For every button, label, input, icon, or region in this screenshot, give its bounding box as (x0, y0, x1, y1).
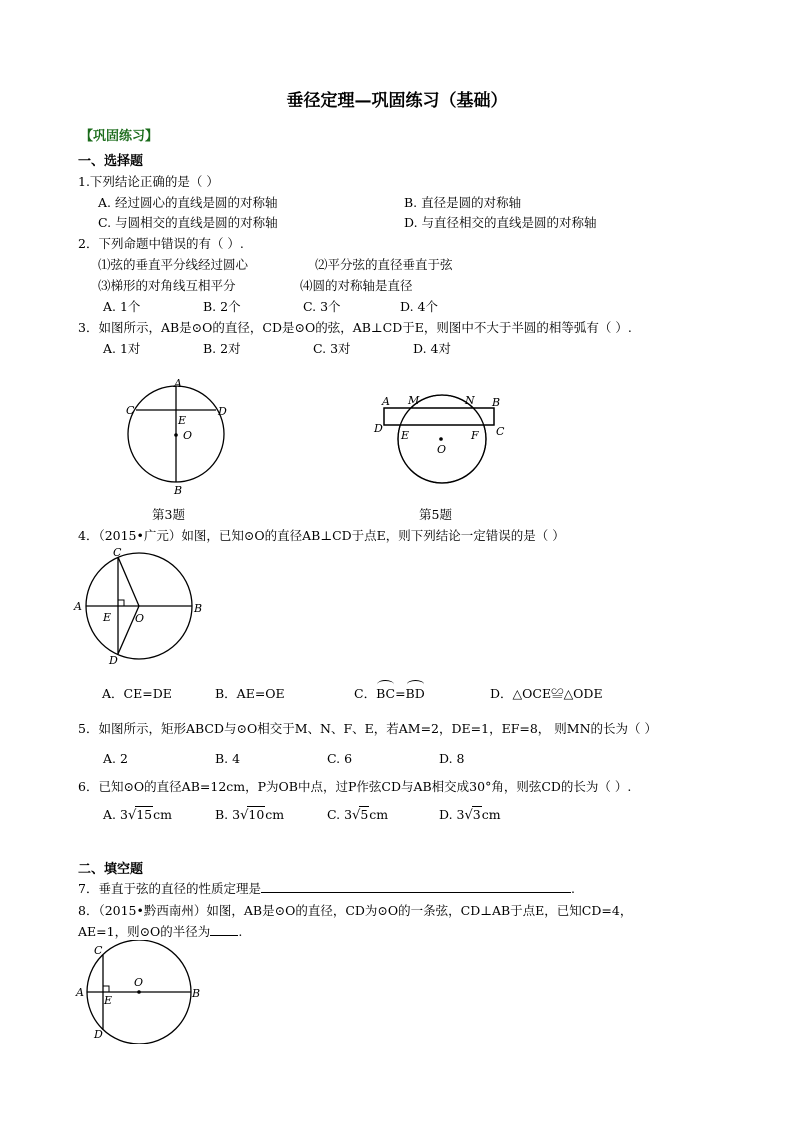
q5-option-b: B. 4 (215, 751, 241, 766)
q2-statement-2: ⑵平分弦的直径垂直于弦 (315, 257, 453, 272)
question-6-stem: 6．已知⊙O的直径AB=12cm，P为OB中点，过P作弦CD与AB相交成30°角，则弦CD的长为（ ）. (78, 779, 632, 794)
q6-option-a: A. 3√15cm (103, 807, 172, 823)
question-2-stem: 2．下列命题中错误的有（ ）. (78, 236, 244, 251)
fig5-label-b: B (492, 396, 501, 409)
fig4-label-e: E (103, 611, 112, 624)
fig8-right-angle-mark (103, 986, 109, 992)
fig4-right-angle-mark (118, 600, 124, 606)
q5-option-c: C. 6 (327, 751, 353, 766)
fig4-label-a: A (74, 600, 82, 613)
question-3-stem: 3．如图所示，AB是⊙O的直径，CD是⊙O的弦，AB⊥CD于E，则图中不大于半圆的相等弧有（ ）. (78, 320, 632, 335)
q2-option-d: D. 4个 (400, 299, 438, 314)
q2-option-c: C. 3个 (303, 299, 341, 314)
fig8-center-dot (137, 990, 141, 994)
fig5-label-f: F (471, 429, 479, 442)
fig3-label-e: E (178, 414, 187, 427)
fig5-label-c: C (496, 425, 505, 438)
q6-option-d: D. 3√3cm (439, 807, 501, 823)
fig3-label-b: B (174, 484, 183, 497)
fig8-label-e: E (104, 994, 113, 1007)
fig5-rectangle (384, 408, 494, 425)
fig5-label-d: D (374, 422, 383, 435)
figure-3-caption: 第3题 (152, 507, 185, 522)
q1-option-b: B. 直径是圆的对称轴 (404, 195, 522, 210)
fig3-label-o: O (183, 429, 193, 442)
q1-option-a: A. 经过圆心的直线是圆的对称轴 (98, 195, 278, 210)
fig8-label-b: B (192, 987, 201, 1000)
page-title: 垂径定理—巩固练习（基础） (286, 91, 508, 111)
fig5-label-m: M (408, 394, 420, 407)
fig4-label-b: B (194, 602, 203, 615)
fig8-label-o: O (134, 976, 144, 989)
q6-option-c: C. 3√5cm (327, 807, 389, 823)
fig3-center-dot (174, 433, 178, 437)
q2-statement-3: ⑶梯形的对角线互相平分 (98, 278, 236, 293)
question-1-stem: 1.下列结论正确的是（ ） (78, 174, 219, 189)
figure-question-8 (72, 940, 212, 1044)
fig8-label-d: D (94, 1028, 103, 1041)
fig4-label-o: O (135, 612, 145, 625)
fig4-label-c: C (113, 546, 122, 559)
figure-question-3 (120, 378, 240, 498)
fig4-segment-oc (118, 557, 139, 606)
question-8-line-2: AE=1，则⊙O的半径为 . (78, 924, 243, 939)
q2-statement-1: ⑴弦的垂直平分线经过圆心 (98, 257, 249, 272)
fig5-label-a: A (382, 395, 390, 408)
question-5-stem: 5．如图所示，矩形ABCD与⊙O相交于M、N、F、E，若AM=2，DE=1，EF=8， 则MN的长为（ ） (78, 721, 657, 736)
fig5-label-n: N (465, 394, 475, 407)
question-4-stem: 4．（2015•广元）如图，已知⊙O的直径AB⊥CD于点E，则下列结论一定错误的是（ ） (78, 528, 565, 543)
section-heading-fill: 二、填空题 (78, 862, 144, 877)
fig4-label-d: D (109, 654, 118, 667)
figure-question-5 (370, 386, 510, 492)
question-8-line-1: 8．（2015•黔西南州）如图，AB是⊙O的直径，CD为⊙O的一条弦，CD⊥AB于点E，已知CD=4， (78, 903, 633, 918)
fig3-label-a: A (174, 378, 182, 390)
figure-question-4 (72, 544, 212, 668)
q4-arc-bc: BC (376, 682, 395, 701)
q4-option-c: C．BC=BD (354, 682, 425, 702)
q4-option-d: D．△OCE≌△ODE (490, 686, 603, 701)
q3-option-d: D. 4对 (413, 341, 451, 356)
section-tag: 【巩固练习】 (80, 129, 159, 144)
fig5-center-dot (439, 437, 443, 441)
q5-option-d: D. 8 (439, 751, 465, 766)
fig3-label-c: C (126, 404, 135, 417)
question-7: 7．垂直于弦的直径的性质定理是 . (78, 881, 575, 896)
q3-option-c: C. 3对 (313, 341, 351, 356)
q2-option-b: B. 2个 (203, 299, 241, 314)
q6-option-b: B. 3√10cm (215, 807, 285, 823)
q4-arc-bd: BD (406, 682, 425, 701)
fig8-label-a: A (76, 986, 84, 999)
section-heading-choice: 一、选择题 (78, 154, 144, 169)
q8-answer-blank[interactable] (210, 923, 238, 936)
fig5-label-o: O (437, 443, 447, 456)
figure-5-caption: 第5题 (419, 507, 452, 522)
q4-option-b: B．AE=OE (215, 686, 285, 701)
q7-answer-blank[interactable] (261, 880, 571, 893)
fig5-label-e: E (401, 429, 410, 442)
fig3-label-d: D (218, 405, 227, 418)
q1-option-c: C. 与圆相交的直线是圆的对称轴 (98, 215, 278, 230)
q2-statement-4: ⑷圆的对称轴是直径 (300, 278, 413, 293)
q2-option-a: A. 1个 (103, 299, 141, 314)
q4-option-a: A．CE=DE (102, 686, 172, 701)
q3-option-a: A. 1对 (103, 341, 141, 356)
q1-option-d: D. 与直径相交的直线是圆的对称轴 (404, 215, 597, 230)
q3-option-b: B. 2对 (203, 341, 241, 356)
fig8-label-c: C (94, 944, 103, 957)
q5-option-a: A. 2 (103, 751, 128, 766)
